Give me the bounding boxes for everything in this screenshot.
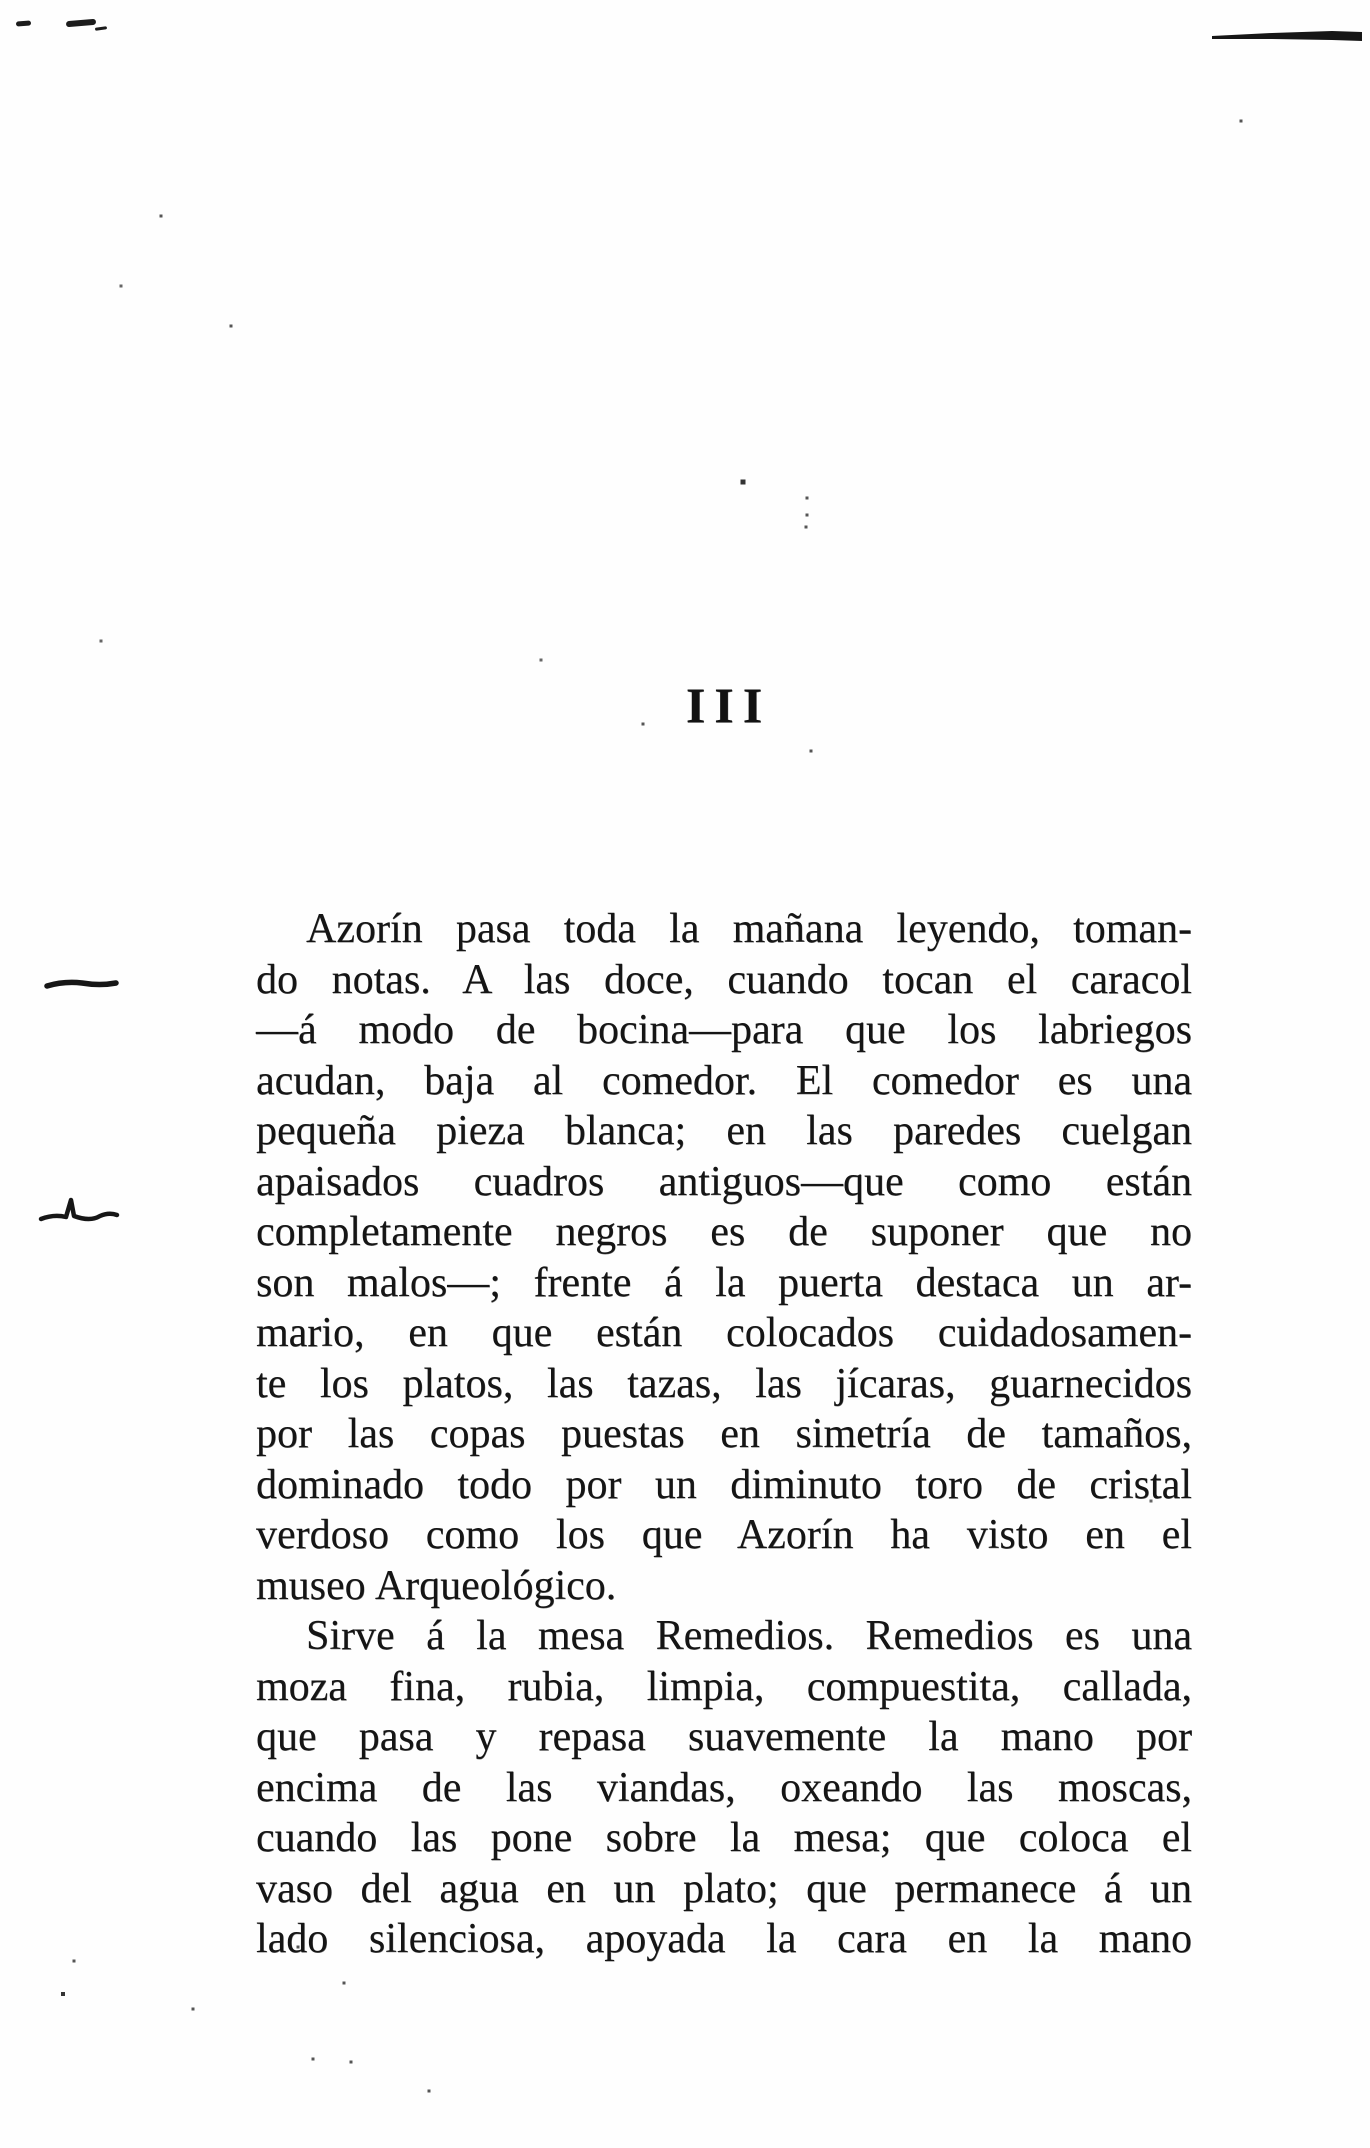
text-line: mario, en que están colocados cuidadosamen- [256, 1310, 1192, 1356]
ink-smudge-top-left-2 [66, 19, 96, 28]
text-line: verdoso como los que Azorín ha visto en el [256, 1512, 1192, 1558]
text-line: museo Arqueológico. [256, 1562, 617, 1609]
pen-dash-left-margin [44, 974, 120, 996]
text-line: vaso del agua en un plato; que permanece á un [256, 1865, 1192, 1912]
scan-specks [0, 0, 2, 2]
text-line: son malos—; frente á la puerta destaca un ar- [256, 1259, 1192, 1306]
text-line: te los platos, las tazas, las jícaras, guarnecidos [256, 1360, 1192, 1407]
text-line: do notas. A las doce, cuando tocan el caracol [256, 956, 1192, 1003]
pen-stroke-top-right [1212, 28, 1362, 46]
text-line: Azorín pasa toda la mañana leyendo, toman- [306, 906, 1192, 952]
pen-flourish-left-margin [38, 1192, 122, 1228]
text-line: acudan, baja al comedor. El comedor es una [256, 1057, 1192, 1104]
ink-smudge-top-left-3 [95, 26, 107, 31]
text-line: completamente negros es de suponer que no [256, 1209, 1192, 1255]
text-line: cuando las pone sobre la mesa; que coloca el [256, 1815, 1192, 1861]
text-line: dominado todo por un diminuto toro de cristal [256, 1461, 1192, 1508]
text-line: por las copas puestas en simetría de tamaños, [256, 1411, 1192, 1457]
text-line: pequeña pieza blanca; en las paredes cuelgan [256, 1108, 1192, 1154]
text-line: apaisados cuadros antiguos—que como están [256, 1158, 1192, 1205]
ink-smudge-top-left-1 [16, 20, 31, 26]
text-line: moza fina, rubia, limpia, compuestita, callada, [256, 1663, 1192, 1710]
text-block [256, 904, 1192, 1965]
text-line: encima de las viandas, oxeando las moscas, [256, 1764, 1192, 1811]
text-line: que pasa y repasa suavemente la mano por [256, 1714, 1192, 1760]
text-line: Sirve á la mesa Remedios. Remedios es una [306, 1613, 1192, 1659]
text-line: —á modo de bocina—para que los labriegos [256, 1007, 1192, 1053]
chapter-heading: III [685, 677, 772, 733]
text-line: lado silenciosa, apoyada la cara en la mano [256, 1916, 1192, 1962]
